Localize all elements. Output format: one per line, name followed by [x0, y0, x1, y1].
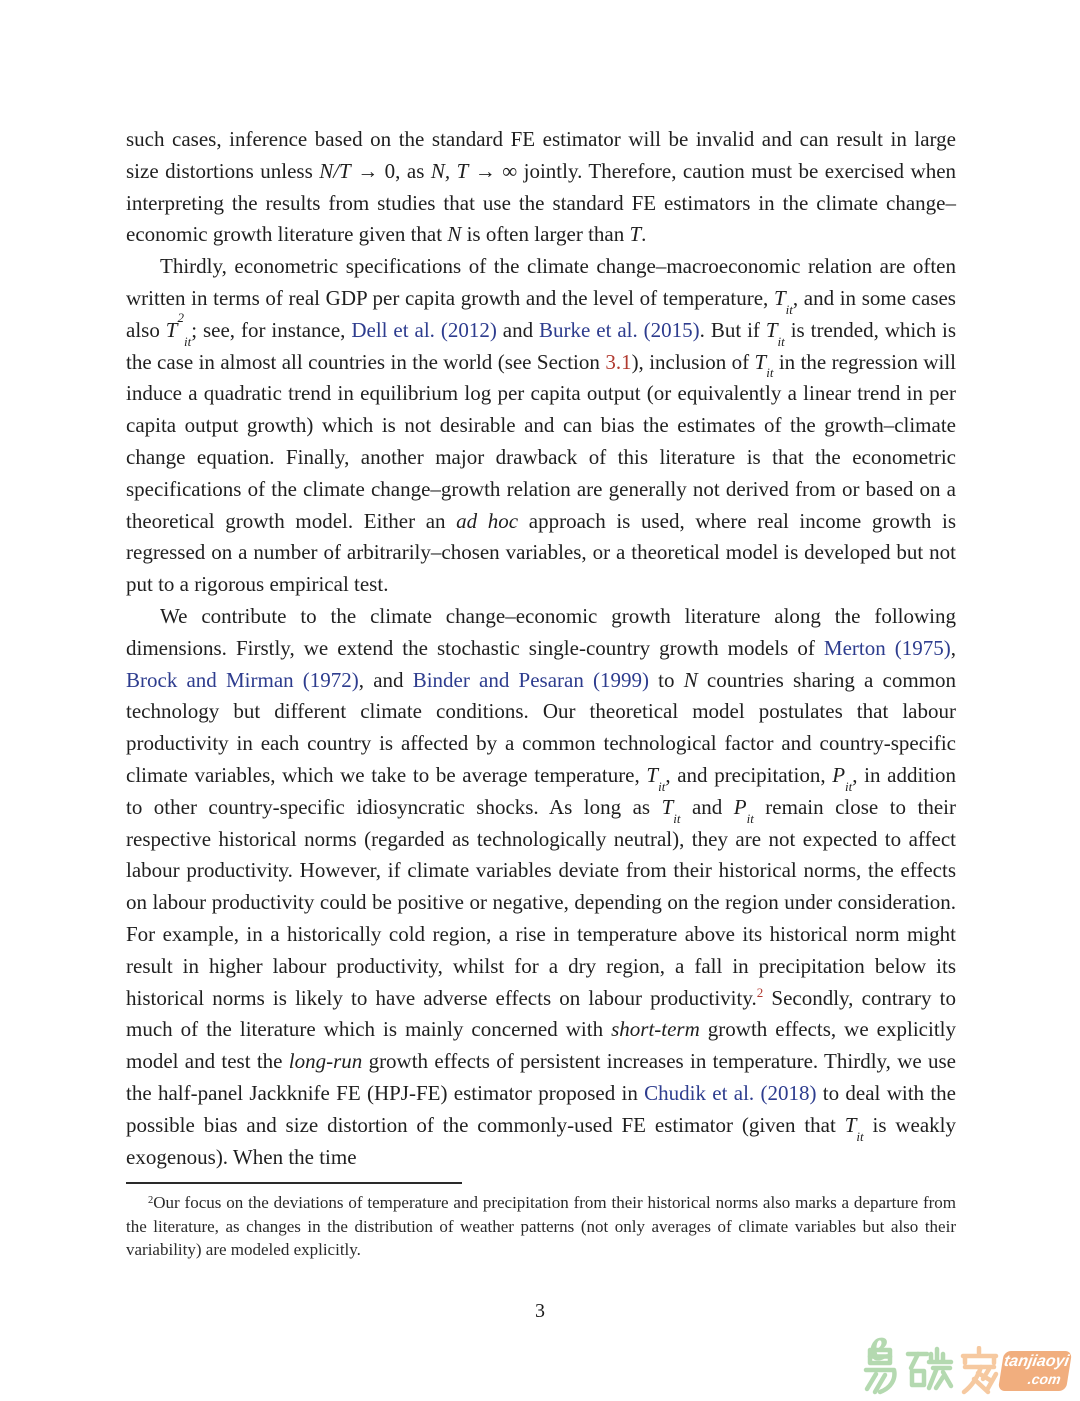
- text-segment: Our focus on the deviations of temperature and precipitation from their historical norms also marks a departure from the literature, as changes in the distribution of weather patterns (not only averages of climate variables but also their variability) are modeled explicitly.: [126, 1193, 956, 1260]
- math-expression: N/T: [319, 158, 351, 183]
- citation-link[interactable]: Burke et al. (2015): [539, 317, 700, 342]
- math-expression: $T_{it}$: [844, 1112, 864, 1144]
- citation-link[interactable]: Brock and Mirman (1972): [126, 667, 359, 692]
- citation-link[interactable]: Chudik et al. (2018): [644, 1080, 817, 1105]
- math-expression: N, T: [430, 158, 469, 183]
- body-text: [126, 124, 956, 1173]
- text-segment: . But if: [699, 317, 766, 342]
- citation-link[interactable]: Binder and Pesaran (1999): [412, 667, 649, 692]
- watermark-hanzi-icon: [858, 1346, 1003, 1401]
- math-expression: N: [447, 222, 462, 247]
- math-expression: $P_{it}$: [832, 762, 853, 794]
- watermark-domain-badge: [998, 1351, 1072, 1391]
- footnote-text: [126, 1191, 956, 1262]
- math-expression: $T_{it}$: [765, 317, 785, 349]
- math-expression: $P_{it}$: [733, 794, 754, 826]
- text-segment: ,: [950, 635, 956, 660]
- math-expression: $T_{it}$: [646, 762, 666, 794]
- emphasis-text: short-term: [611, 1017, 700, 1042]
- text-segment: → ∞ jointly. Therefore, caution must be exercised when interpreting the results from studies that use the standard FE estimators in the climate change–economic growth literature given that: [126, 158, 957, 247]
- math-expression: $T_{it}$: [661, 794, 681, 826]
- text-segment: is often larger than: [461, 222, 630, 247]
- text-segment: and: [496, 317, 539, 342]
- text-segment: in the regression will induce a quadratic trend in equilibrium log per capita output (or equivalently a linear trend in per capita output growth) which is not desirable and can bias the estimates of the growth–climate change equation. Finally, another major drawback of this literature is that the econometric specifications of the climate change–growth relation are generally not derived from or based on a theoretical growth model. Either an: [126, 349, 957, 533]
- footnote-marker[interactable]: 2: [756, 985, 764, 1001]
- footnote-number: 2: [148, 1194, 154, 1206]
- text-segment: .: [641, 222, 647, 247]
- text-segment: approach is used, where real income growth is regressed on a number of arbitrarily–chosen variables, or a theoretical model is developed but not put to a rigorous empirical test.: [126, 508, 956, 597]
- section-link[interactable]: 3.1: [605, 349, 632, 374]
- watermark-domain-tld: .com: [1026, 1371, 1062, 1387]
- text-segment: growth effects of persistent increases in temperature. Thirdly, we use the half-panel Jackknife FE (HPJ-FE) estimator proposed in: [126, 1049, 956, 1105]
- text-segment: We contribute to the climate change–economic growth literature along the following dimensions. Firstly, we extend the stochastic single-country growth models of: [126, 603, 956, 660]
- footnote: [126, 1182, 956, 1262]
- text-segment: , and precipitation,: [665, 762, 833, 787]
- text-segment: to deal with the possible bias and size distortion of the commonly-used FE estimator (given that: [126, 1080, 956, 1137]
- text-segment: → 0, as: [350, 158, 431, 183]
- text-segment: Thirdly, econometric specifications of the climate change–macroeconomic relation are often written in terms of real GDP per capita growth and the level of temperature,: [126, 254, 956, 310]
- page-number: 3: [535, 1300, 545, 1322]
- math-expression: $T_{it}$: [773, 285, 793, 317]
- math-expression: N: [683, 667, 698, 692]
- watermark-swirl-e-icon: e: [862, 1317, 894, 1372]
- citation-link[interactable]: Merton (1975): [823, 635, 951, 660]
- text-segment: is trended, which is the case in almost all countries in the world (see Section: [126, 317, 957, 374]
- text-segment: such cases, inference based on the standard FE estimator will be invalid and can result in large size distortions unless: [126, 127, 956, 183]
- text-segment: remain close to their respective historical norms (regarded as technologically neutral), they are not expected to affect labour productivity. However, if climate variables deviate from their historical norms, the effects on labour productivity could be positive or negative, depending on the region under consideration. For example, in a historically cold region, a rise in temperature above its historical norm might result in higher labour productivity, whilst for a dry region, a fall in precipitation below its historical norms is likely to have adverse effects on labour productivity.: [126, 794, 956, 1010]
- text-segment: ; see, for instance,: [191, 317, 352, 342]
- footnote-rule: [126, 1182, 462, 1184]
- emphasis-text: ad hoc: [456, 508, 519, 533]
- citation-link[interactable]: Dell et al. (2012): [351, 317, 497, 342]
- text-segment: countries sharing a common technology but different climate conditions. Our theoretical model postulates that labour productivity in each country is affected by a common technological factor and country-specific climate variables, which we take to be average temperature,: [126, 667, 956, 787]
- text-segment: Secondly, contrary to much of the literature which is mainly concerned with: [126, 985, 957, 1042]
- text-segment: growth effects, we explicitly model and test the: [126, 1017, 956, 1074]
- text-segment: , and in some cases also: [126, 285, 956, 342]
- text-segment: ), inclusion of: [631, 349, 755, 374]
- text-segment: is weakly exogenous). When the time: [126, 1112, 956, 1169]
- emphasis-text: long-run: [288, 1049, 363, 1074]
- paragraph: [126, 124, 956, 251]
- math-expression: $T_{it}$: [754, 349, 774, 381]
- math-expression: T: [629, 222, 642, 247]
- math-expression: $T^2_{it}$: [165, 310, 192, 349]
- paragraph: [126, 601, 956, 1173]
- paragraph: [126, 251, 956, 601]
- watermark-logo: [858, 1317, 1076, 1396]
- text-segment: , and: [358, 667, 413, 692]
- text-segment: and: [680, 794, 734, 819]
- text-segment: , in addition to other country-specific idiosyncratic shocks. As long as: [126, 762, 956, 819]
- watermark-domain-name: tanjiaoyi: [1002, 1353, 1071, 1370]
- text-segment: to: [649, 667, 684, 692]
